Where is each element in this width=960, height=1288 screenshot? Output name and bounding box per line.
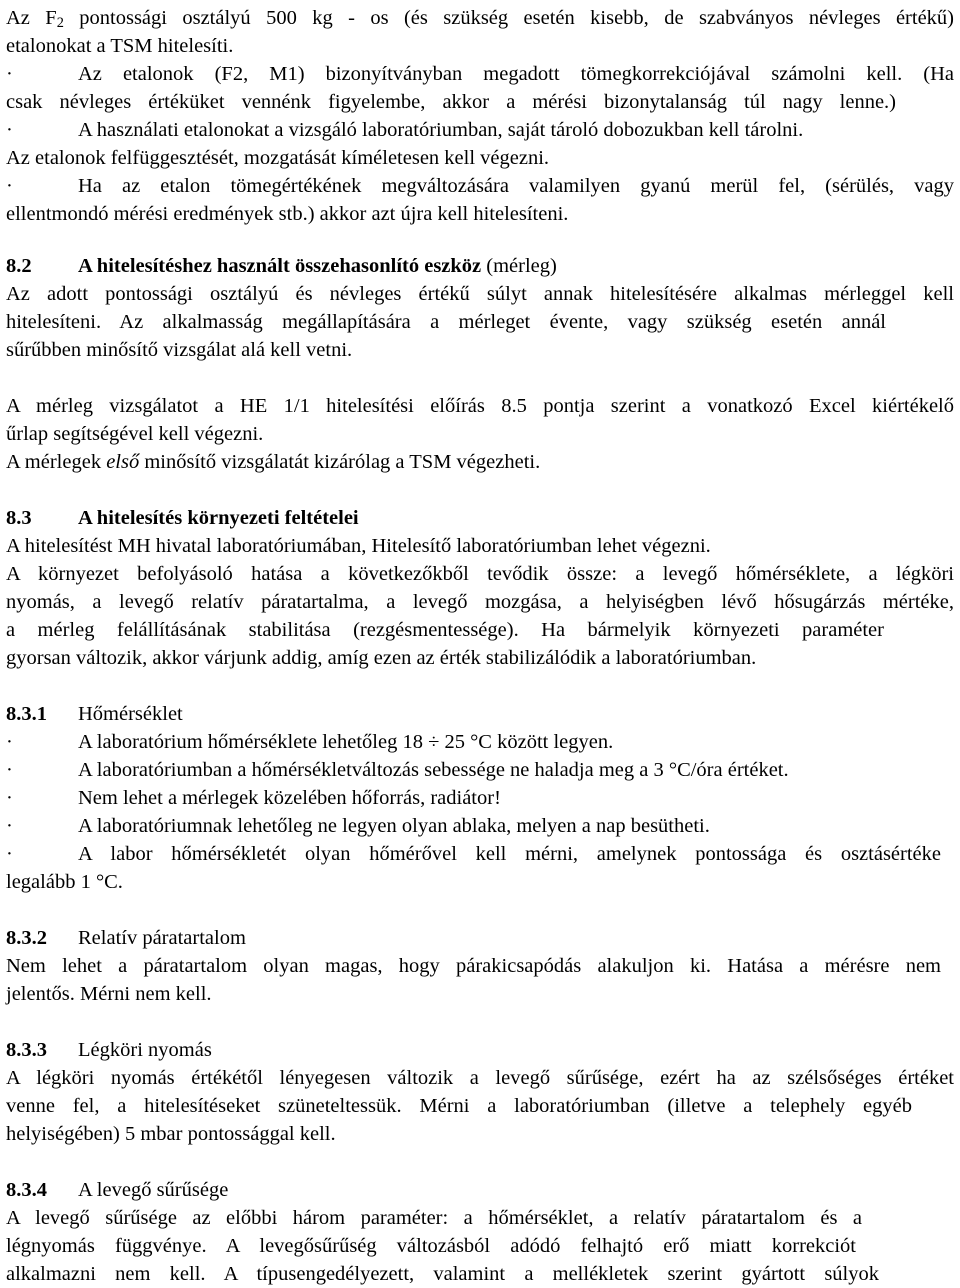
paragraph-line: sűrűbben minősítő vizsgálat alá kell vetni.: [6, 339, 353, 361]
paragraph-line: gyorsan változik, akkor várjunk addig, amíg ezen az érték stabilizálódik a laboratóriumban.: [6, 647, 757, 669]
section-heading-8-3: 8.3 A hitelesítés környezeti feltételei: [6, 507, 359, 529]
bullet-item-cont: ellentmondó mérési eredmények stb.) akkor azt újra kell hitelesíteni.: [6, 203, 569, 225]
bullet-item: · Az etalonok (F2, M1) bizonyítványban megadott tömegkorrekciójával számolni kell. (Ha: [6, 63, 954, 85]
paragraph-line: A mérlegek első minősítő vizsgálatát kizárólag a TSM végezheti.: [6, 451, 541, 473]
paragraph-line: alkalmazni nem kell. A típusengedélyezett, valamint a mellékletek szerint gyártott súlyok: [6, 1263, 879, 1285]
paragraph-line: Nem lehet a páratartalom olyan magas, hogy párakicsapódás alakuljon ki. Hatása a mérésre nem: [6, 955, 941, 977]
bullet-item: · Nem lehet a mérlegek közelében hőforrás, radiátor!: [6, 787, 501, 809]
section-heading-8-3-4: 8.3.4 A levegő sűrűsége: [6, 1179, 229, 1201]
paragraph-line: a mérleg felállításának stabilitása (rezgésmentessége). Ha bármelyik környezeti paraméter: [6, 619, 884, 641]
bullet-item: · A laboratórium hőmérséklete lehetőleg 18 ÷ 25 °C között legyen.: [6, 731, 614, 753]
bullet-item: · Ha az etalon tömegértékének megváltozására valamilyen gyanú merül fel, (sérülés, vagy: [6, 175, 954, 197]
bullet-item-cont: Az etalonok felfüggesztését, mozgatását kíméletesen kell végezni.: [6, 147, 550, 169]
section-heading-8-3-1: 8.3.1 Hőmérséklet: [6, 703, 183, 725]
section-heading-8-2: 8.2 A hitelesítéshez használt összehasonlító eszköz (mérleg): [6, 255, 557, 277]
bullet-item: · A laboratóriumnak lehetőleg ne legyen olyan ablaka, melyen a nap besütheti.: [6, 815, 710, 837]
paragraph-line: venne fel, a hitelesítéseket szüneteltessük. Mérni a laboratóriumban (illetve a telephely egyéb: [6, 1095, 912, 1117]
paragraph-line: nyomás, a levegő relatív páratartalma, a levegő mozgása, a helyiségben lévő hősugárzás mértéke,: [6, 591, 954, 613]
intro-line-2: etalonokat a TSM hitelesíti.: [6, 35, 234, 57]
bullet-item: · A labor hőmérsékletét olyan hőmérővel kell mérni, amelynek pontossága és osztásértéke: [6, 843, 941, 865]
paragraph-line: A mérleg vizsgálatot a HE 1/1 hitelesítési előírás 8.5 pontja szerint a vonatkozó Excel kiértékelő: [6, 395, 954, 417]
paragraph-line: jelentős. Mérni nem kell.: [6, 983, 212, 1005]
paragraph-line: légnyomás függvénye. A levegősűrűség változásból adódó felhajtó erő miatt korrekciót: [6, 1235, 856, 1257]
paragraph-line: Az adott pontossági osztályú és névleges értékű súlyt annak hitelesítésére alkalmas mérleggel kell: [6, 283, 954, 305]
paragraph-line: A légköri nyomás értékétől lényegesen változik a levegő sűrűsége, ezért ha az szélsőséges értéket: [6, 1067, 954, 1089]
bullet-item-cont: legalább 1 °C.: [6, 871, 123, 893]
section-heading-8-3-2: 8.3.2 Relatív páratartalom: [6, 927, 246, 949]
bullet-item: · A laboratóriumban a hőmérsékletváltozás sebessége ne haladja meg a 3 °C/óra értéket.: [6, 759, 789, 781]
paragraph-line: űrlap segítségével kell végezni.: [6, 423, 264, 445]
bullet-item: · A használati etalonokat a vizsgáló laboratóriumban, saját tároló dobozukban kell tárolni.: [6, 119, 804, 141]
intro-line-1: Az $F_2$ pontossági osztályú 500 kg - os (és szükség esetén kisebb, de szabványos névleges értékű): [6, 7, 954, 31]
section-heading-8-3-3: 8.3.3 Légköri nyomás: [6, 1039, 212, 1061]
paragraph-line: hitelesíteni. Az alkalmasság megállapítására a mérleget évente, vagy szükség esetén annál: [6, 311, 886, 333]
paragraph-line: helyiségében) 5 mbar pontossággal kell.: [6, 1123, 336, 1145]
paragraph-line: A környezet befolyásoló hatása a következőkből tevődik össze: a levegő hőmérséklete, a légköri: [6, 563, 954, 585]
bullet-item-cont: csak névleges értéküket vennénk figyelembe, akkor a mérési bizonytalanság túl nagy lenne.): [6, 91, 896, 113]
paragraph-line: A levegő sűrűsége az előbbi három paraméter: a hőmérséklet, a relatív páratartalom és a: [6, 1207, 862, 1229]
paragraph-line: A hitelesítést MH hivatal laboratóriumában, Hitelesítő laboratóriumban lehet végezni.: [6, 535, 711, 557]
